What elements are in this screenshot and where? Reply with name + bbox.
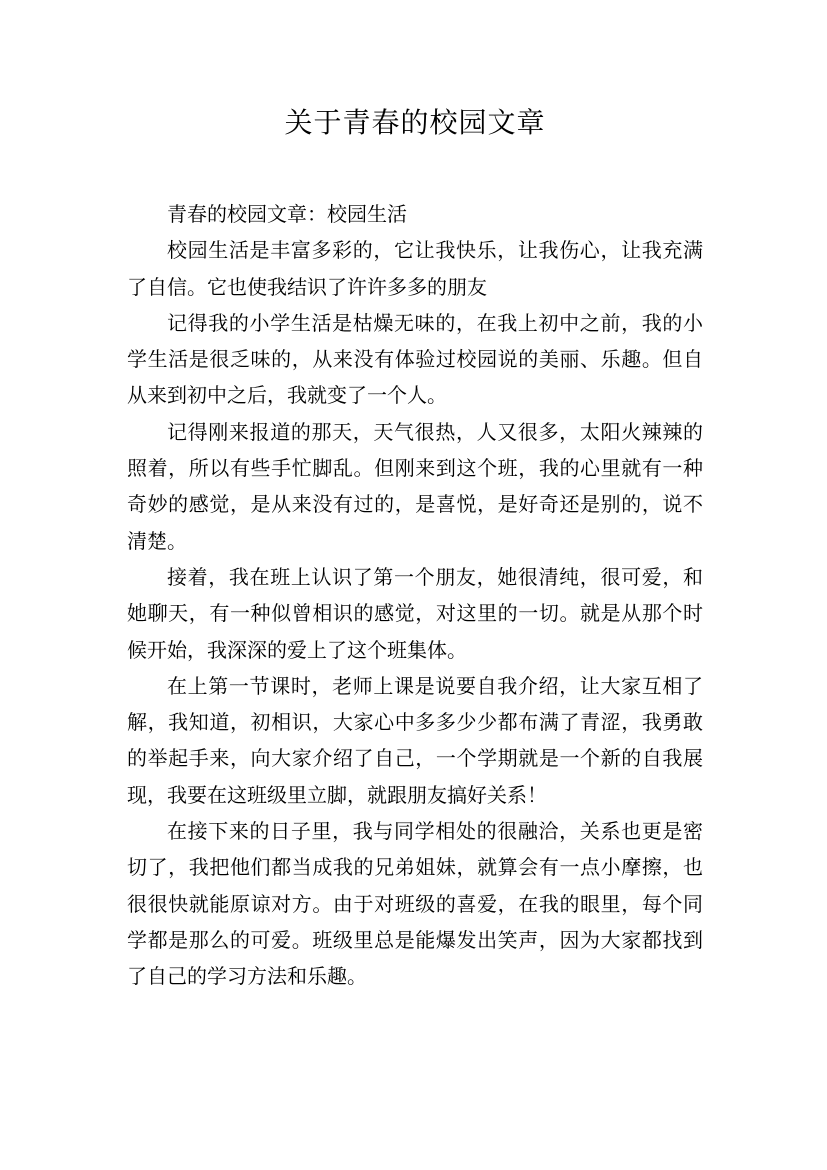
document-subtitle: 青春的校园文章：校园生活 [167,202,407,226]
document-body [127,196,703,995]
paragraph-1: 校园生活是丰富多彩的，它让我快乐，让我伤心，让我充满了自信。它也使我结识了许许多多的朋友 [127,238,703,299]
document-title: 关于青春的校园文章 [284,106,546,139]
paragraph-6: 在接下来的日子里，我与同学相处的很融洽，关系也更是密切了，我把他们都当成我的兄弟姐妹，就算会有一点小摩擦，也很很快就能原谅对方。由于对班级的喜爱，在我的眼里，每个同学都是那么的可爱。班级里总是能爆发出笑声，因为大家都找到了自己的学习方法和乐趣。 [127,819,703,989]
paragraph-4: 接着，我在班上认识了第一个朋友，她很清纯，很可爱，和她聊天，有一种似曾相识的感觉，对这里的一切。就是从那个时候开始，我深深的爱上了这个班集体。 [127,564,703,662]
paragraph-2: 记得我的小学生活是枯燥无味的，在我上初中之前，我的小学生活是很乏味的，从来没有体验过校园说的美丽、乐趣。但自从来到初中之后，我就变了一个人。 [127,310,703,408]
paragraph-5: 在上第一节课时，老师上课是说要自我介绍，让大家互相了解，我知道，初相识，大家心中多多少少都布满了青涩，我勇敢的举起手来，向大家介绍了自己，一个学期就是一个新的自我展现，我要在这班级里立脚，就跟朋友搞好关系！ [127,673,703,807]
paragraph-3: 记得刚来报道的那天，天气很热，人又很多，太阳火辣辣的照着，所以有些手忙脚乱。但刚来到这个班，我的心里就有一种奇妙的感觉，是从来没有过的，是喜悦，是好奇还是别的，说不清楚。 [127,419,703,553]
